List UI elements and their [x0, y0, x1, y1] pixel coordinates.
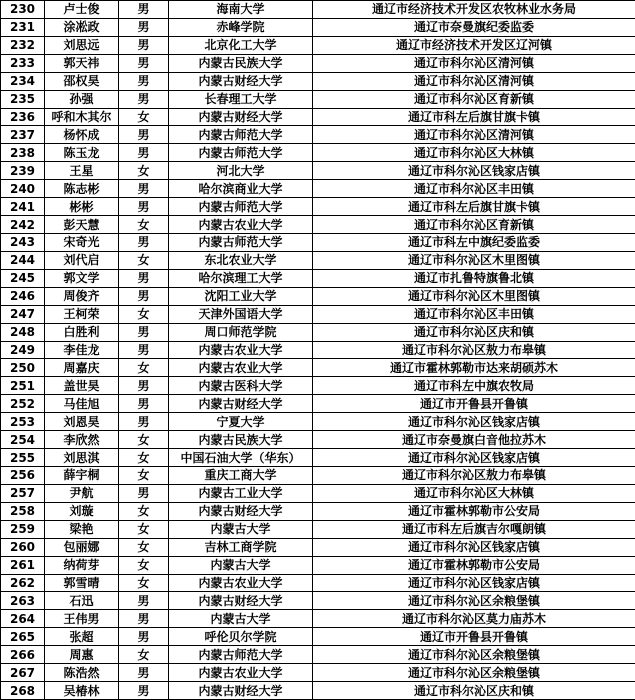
table-row — [1, 36, 635, 54]
table-row — [1, 520, 635, 538]
name-cell[interactable]: 张超 — [45, 628, 119, 646]
unit-cell[interactable]: 通辽市霍林郭勒市达来胡硕苏木 — [313, 359, 635, 377]
unit-cell[interactable]: 通辽市奈曼旗白音他拉苏木 — [313, 431, 635, 449]
university-cell[interactable]: 内蒙古大学 — [169, 610, 313, 628]
row-number-cell[interactable]: 239 — [1, 162, 45, 180]
gender-cell[interactable]: 男 — [119, 413, 169, 431]
row-number-cell[interactable]: 237 — [1, 126, 45, 144]
row-number-cell[interactable]: 230 — [1, 1, 45, 19]
row-number-cell[interactable]: 243 — [1, 233, 45, 251]
unit-cell[interactable]: 通辽市科尔沁区钱家店镇 — [313, 449, 635, 467]
unit-cell[interactable]: 通辽市开鲁县开鲁镇 — [313, 628, 635, 646]
row-number-cell[interactable]: 263 — [1, 592, 45, 610]
roster-table-body — [1, 1, 635, 700]
gender-cell[interactable]: 女 — [119, 359, 169, 377]
table-row — [1, 180, 635, 198]
row-number-cell[interactable]: 251 — [1, 377, 45, 395]
university-cell[interactable]: 内蒙古师范大学 — [169, 646, 313, 664]
table-row — [1, 574, 635, 592]
gender-cell[interactable]: 女 — [119, 305, 169, 323]
gender-cell[interactable]: 男 — [119, 180, 169, 198]
table-row — [1, 144, 635, 162]
gender-cell[interactable]: 男 — [119, 377, 169, 395]
row-number-cell[interactable]: 233 — [1, 54, 45, 72]
university-cell[interactable]: 东北农业大学 — [169, 251, 313, 269]
name-cell[interactable]: 陈浩然 — [45, 664, 119, 682]
gender-cell[interactable]: 女 — [119, 556, 169, 574]
name-cell[interactable]: 卢士俊 — [45, 1, 119, 19]
row-number-cell[interactable]: 248 — [1, 323, 45, 341]
name-cell[interactable]: 李欣然 — [45, 431, 119, 449]
table-row — [1, 341, 635, 359]
row-number-cell[interactable]: 249 — [1, 341, 45, 359]
gender-cell[interactable]: 女 — [119, 216, 169, 234]
table-row — [1, 198, 635, 216]
university-cell[interactable]: 内蒙古农业大学 — [169, 664, 313, 682]
unit-cell[interactable]: 通辽市科左中旗纪委监委 — [313, 233, 635, 251]
name-cell[interactable]: 纳荷芽 — [45, 556, 119, 574]
name-cell[interactable]: 孙强 — [45, 90, 119, 108]
university-cell[interactable]: 内蒙古财经大学 — [169, 592, 313, 610]
gender-cell[interactable]: 男 — [119, 395, 169, 413]
name-cell[interactable]: 薛宇桐 — [45, 466, 119, 484]
unit-cell[interactable]: 通辽市开鲁县开鲁镇 — [313, 395, 635, 413]
table-row — [1, 287, 635, 305]
gender-cell[interactable]: 女 — [119, 449, 169, 467]
name-cell[interactable]: 涂凇政 — [45, 18, 119, 36]
row-number-cell[interactable]: 268 — [1, 682, 45, 700]
gender-cell[interactable]: 男 — [119, 198, 169, 216]
row-number-cell[interactable]: 255 — [1, 449, 45, 467]
university-cell[interactable]: 内蒙古农业大学 — [169, 216, 313, 234]
university-cell[interactable]: 内蒙古农业大学 — [169, 574, 313, 592]
name-cell[interactable]: 马佳旭 — [45, 395, 119, 413]
table-row — [1, 610, 635, 628]
name-cell[interactable]: 白胜利 — [45, 323, 119, 341]
table-row — [1, 682, 635, 700]
unit-cell[interactable]: 通辽市扎鲁特旗鲁北镇 — [313, 269, 635, 287]
name-cell[interactable]: 周惠 — [45, 646, 119, 664]
row-number-cell[interactable]: 242 — [1, 216, 45, 234]
name-cell[interactable]: 李佳龙 — [45, 341, 119, 359]
unit-cell[interactable]: 通辽市科左中旗农牧局 — [313, 377, 635, 395]
gender-cell[interactable]: 男 — [119, 233, 169, 251]
gender-cell[interactable]: 男 — [119, 144, 169, 162]
university-cell[interactable]: 内蒙古师范大学 — [169, 233, 313, 251]
university-cell[interactable]: 内蒙古师范大学 — [169, 126, 313, 144]
university-cell[interactable]: 内蒙古大学 — [169, 556, 313, 574]
name-cell[interactable]: 盖世昊 — [45, 377, 119, 395]
gender-cell[interactable]: 男 — [119, 54, 169, 72]
university-cell[interactable]: 内蒙古大学 — [169, 520, 313, 538]
university-cell[interactable]: 重庆工商大学 — [169, 466, 313, 484]
row-number-cell[interactable]: 265 — [1, 628, 45, 646]
name-cell[interactable]: 刘思远 — [45, 36, 119, 54]
row-number-cell[interactable]: 264 — [1, 610, 45, 628]
university-cell[interactable]: 赤峰学院 — [169, 18, 313, 36]
row-number-cell[interactable]: 261 — [1, 556, 45, 574]
university-cell[interactable]: 北京化工大学 — [169, 36, 313, 54]
name-cell[interactable]: 彭天慧 — [45, 216, 119, 234]
gender-cell[interactable]: 男 — [119, 72, 169, 90]
name-cell[interactable]: 吴椿林 — [45, 682, 119, 700]
table-row — [1, 108, 635, 126]
name-cell[interactable]: 刘恩昊 — [45, 413, 119, 431]
unit-cell[interactable]: 通辽市科左后旗甘旗卡镇 — [313, 108, 635, 126]
name-cell[interactable]: 陈志彬 — [45, 180, 119, 198]
university-cell[interactable]: 哈尔滨商业大学 — [169, 180, 313, 198]
gender-cell[interactable]: 男 — [119, 592, 169, 610]
table-row — [1, 484, 635, 502]
gender-cell[interactable]: 男 — [119, 18, 169, 36]
table-row — [1, 395, 635, 413]
unit-cell[interactable]: 通辽市科尔沁区丰田镇 — [313, 180, 635, 198]
table-row — [1, 466, 635, 484]
row-number-cell[interactable]: 262 — [1, 574, 45, 592]
table-row — [1, 359, 635, 377]
unit-cell[interactable]: 通辽市科尔沁区清河镇 — [313, 126, 635, 144]
name-cell[interactable]: 包丽娜 — [45, 538, 119, 556]
gender-cell[interactable]: 男 — [119, 287, 169, 305]
gender-cell[interactable]: 男 — [119, 341, 169, 359]
row-number-cell[interactable]: 240 — [1, 180, 45, 198]
name-cell[interactable]: 邵权昊 — [45, 72, 119, 90]
gender-cell[interactable]: 男 — [119, 610, 169, 628]
university-cell[interactable]: 长春理工大学 — [169, 90, 313, 108]
university-cell[interactable]: 周口师范学院 — [169, 323, 313, 341]
row-number-cell[interactable]: 231 — [1, 18, 45, 36]
row-number-cell[interactable]: 234 — [1, 72, 45, 90]
name-cell[interactable]: 尹航 — [45, 484, 119, 502]
table-row — [1, 323, 635, 341]
row-number-cell[interactable]: 250 — [1, 359, 45, 377]
gender-cell[interactable]: 男 — [119, 628, 169, 646]
university-cell[interactable]: 内蒙古工业大学 — [169, 484, 313, 502]
table-row — [1, 646, 635, 664]
row-number-cell[interactable]: 238 — [1, 144, 45, 162]
unit-cell[interactable]: 通辽市科尔沁区余粮堡镇 — [313, 592, 635, 610]
row-number-cell[interactable]: 246 — [1, 287, 45, 305]
row-number-cell[interactable]: 235 — [1, 90, 45, 108]
row-number-cell[interactable]: 257 — [1, 484, 45, 502]
unit-cell[interactable]: 通辽市科尔沁区木里图镇 — [313, 251, 635, 269]
gender-cell[interactable]: 女 — [119, 520, 169, 538]
gender-cell[interactable]: 女 — [119, 502, 169, 520]
row-number-cell[interactable]: 247 — [1, 305, 45, 323]
table-row — [1, 538, 635, 556]
table-row — [1, 431, 635, 449]
unit-cell[interactable]: 通辽市科尔沁区敖力布皋镇 — [313, 341, 635, 359]
table-row — [1, 592, 635, 610]
university-cell[interactable]: 内蒙古民族大学 — [169, 54, 313, 72]
table-row — [1, 233, 635, 251]
gender-cell[interactable]: 女 — [119, 646, 169, 664]
table-row — [1, 502, 635, 520]
unit-cell[interactable]: 通辽市经济技术开发区农牧林业水务局 — [313, 1, 635, 19]
unit-cell[interactable]: 通辽市经济技术开发区辽河镇 — [313, 36, 635, 54]
name-cell[interactable]: 呼和木其尔 — [45, 108, 119, 126]
name-cell[interactable]: 陈玉龙 — [45, 144, 119, 162]
unit-cell[interactable]: 通辽市霍林郭勒市公安局 — [313, 502, 635, 520]
university-cell[interactable]: 内蒙古财经大学 — [169, 502, 313, 520]
unit-cell[interactable]: 通辽市科尔沁区丰田镇 — [313, 305, 635, 323]
name-cell[interactable]: 刘代启 — [45, 251, 119, 269]
university-cell[interactable]: 内蒙古师范大学 — [169, 198, 313, 216]
unit-cell[interactable]: 通辽市科尔沁区庆和镇 — [313, 323, 635, 341]
name-cell[interactable]: 郭文学 — [45, 269, 119, 287]
unit-cell[interactable]: 通辽市科左后旗吉尔嘎朗镇 — [313, 520, 635, 538]
gender-cell[interactable]: 男 — [119, 323, 169, 341]
gender-cell[interactable]: 男 — [119, 1, 169, 19]
name-cell[interactable]: 石迅 — [45, 592, 119, 610]
name-cell[interactable]: 周嘉庆 — [45, 359, 119, 377]
university-cell[interactable]: 内蒙古医科大学 — [169, 377, 313, 395]
unit-cell[interactable]: 通辽市科尔沁区清河镇 — [313, 54, 635, 72]
row-number-cell[interactable]: 259 — [1, 520, 45, 538]
unit-cell[interactable]: 通辽市科尔沁区余粮堡镇 — [313, 664, 635, 682]
gender-cell[interactable]: 女 — [119, 574, 169, 592]
unit-cell[interactable]: 通辽市科尔沁区育新镇 — [313, 216, 635, 234]
row-number-cell[interactable]: 260 — [1, 538, 45, 556]
table-row — [1, 162, 635, 180]
unit-cell[interactable]: 通辽市科尔沁区钱家店镇 — [313, 162, 635, 180]
unit-cell[interactable]: 通辽市科尔沁区余粮堡镇 — [313, 646, 635, 664]
university-cell[interactable]: 吉林工商学院 — [169, 538, 313, 556]
unit-cell[interactable]: 通辽市科左后旗甘旗卡镇 — [313, 198, 635, 216]
row-number-cell[interactable]: 241 — [1, 198, 45, 216]
university-cell[interactable]: 哈尔滨理工大学 — [169, 269, 313, 287]
name-cell[interactable]: 刘思淇 — [45, 449, 119, 467]
row-number-cell[interactable]: 236 — [1, 108, 45, 126]
table-row — [1, 72, 635, 90]
university-cell[interactable]: 内蒙古农业大学 — [169, 341, 313, 359]
unit-cell[interactable]: 通辽市科尔沁区木里图镇 — [313, 287, 635, 305]
unit-cell[interactable]: 通辽市科尔沁区庆和镇 — [313, 682, 635, 700]
row-number-cell[interactable]: 252 — [1, 395, 45, 413]
name-cell[interactable]: 宋奇光 — [45, 233, 119, 251]
table-row — [1, 269, 635, 287]
table-row — [1, 54, 635, 72]
row-number-cell[interactable]: 244 — [1, 251, 45, 269]
name-cell[interactable]: 王柯荣 — [45, 305, 119, 323]
unit-cell[interactable]: 通辽市科尔沁区钱家店镇 — [313, 413, 635, 431]
university-cell[interactable]: 内蒙古师范大学 — [169, 144, 313, 162]
table-row — [1, 413, 635, 431]
unit-cell[interactable]: 通辽市科尔沁区大林镇 — [313, 144, 635, 162]
gender-cell[interactable]: 女 — [119, 431, 169, 449]
unit-cell[interactable]: 通辽市科尔沁区钱家店镇 — [313, 538, 635, 556]
table-row — [1, 377, 635, 395]
row-number-cell[interactable]: 254 — [1, 431, 45, 449]
name-cell[interactable]: 郭天祎 — [45, 54, 119, 72]
gender-cell[interactable]: 女 — [119, 108, 169, 126]
university-cell[interactable]: 内蒙古财经大学 — [169, 72, 313, 90]
table-row — [1, 18, 635, 36]
university-cell[interactable]: 内蒙古农业大学 — [169, 359, 313, 377]
row-number-cell[interactable]: 232 — [1, 36, 45, 54]
table-row — [1, 216, 635, 234]
table-row — [1, 664, 635, 682]
unit-cell[interactable]: 通辽市奈曼旗纪委监委 — [313, 18, 635, 36]
unit-cell[interactable]: 通辽市科尔沁区大林镇 — [313, 484, 635, 502]
unit-cell[interactable]: 通辽市科尔沁区钱家店镇 — [313, 574, 635, 592]
university-cell[interactable]: 内蒙古财经大学 — [169, 108, 313, 126]
gender-cell[interactable]: 男 — [119, 90, 169, 108]
name-cell[interactable]: 郭雪晴 — [45, 574, 119, 592]
table-row — [1, 628, 635, 646]
university-cell[interactable]: 内蒙古财经大学 — [169, 395, 313, 413]
gender-cell[interactable]: 男 — [119, 484, 169, 502]
university-cell[interactable]: 海南大学 — [169, 1, 313, 19]
unit-cell[interactable]: 通辽市科尔沁区清河镇 — [313, 72, 635, 90]
university-cell[interactable]: 中国石油大学（华东） — [169, 449, 313, 467]
table-row — [1, 556, 635, 574]
name-cell[interactable]: 周俊齐 — [45, 287, 119, 305]
gender-cell[interactable]: 男 — [119, 269, 169, 287]
unit-cell[interactable]: 通辽市霍林郭勒市公安局 — [313, 556, 635, 574]
row-number-cell[interactable]: 256 — [1, 466, 45, 484]
table-row — [1, 449, 635, 467]
university-cell[interactable]: 天津外国语大学 — [169, 305, 313, 323]
table-row — [1, 126, 635, 144]
table-row — [1, 305, 635, 323]
university-cell[interactable]: 呼伦贝尔学院 — [169, 628, 313, 646]
gender-cell[interactable]: 男 — [119, 36, 169, 54]
name-cell[interactable]: 杨怀成 — [45, 126, 119, 144]
university-cell[interactable]: 内蒙古民族大学 — [169, 431, 313, 449]
row-number-cell[interactable]: 266 — [1, 646, 45, 664]
name-cell[interactable]: 刘璇 — [45, 502, 119, 520]
table-row — [1, 1, 635, 19]
university-cell[interactable]: 沈阳工业大学 — [169, 287, 313, 305]
unit-cell[interactable]: 通辽市科尔沁区莫力庙苏木 — [313, 610, 635, 628]
university-cell[interactable]: 宁夏大学 — [169, 413, 313, 431]
gender-cell[interactable]: 女 — [119, 538, 169, 556]
gender-cell[interactable]: 男 — [119, 682, 169, 700]
table-row — [1, 90, 635, 108]
row-number-cell[interactable]: 267 — [1, 664, 45, 682]
row-number-cell[interactable]: 253 — [1, 413, 45, 431]
gender-cell[interactable]: 女 — [119, 251, 169, 269]
row-number-cell[interactable]: 258 — [1, 502, 45, 520]
name-cell[interactable]: 梁艳 — [45, 520, 119, 538]
university-cell[interactable]: 内蒙古财经大学 — [169, 682, 313, 700]
table-row — [1, 251, 635, 269]
gender-cell[interactable]: 女 — [119, 466, 169, 484]
name-cell[interactable]: 彬彬 — [45, 198, 119, 216]
row-number-cell[interactable]: 245 — [1, 269, 45, 287]
name-cell[interactable]: 王星 — [45, 162, 119, 180]
gender-cell[interactable]: 男 — [119, 126, 169, 144]
unit-cell[interactable]: 通辽市科尔沁区育新镇 — [313, 90, 635, 108]
gender-cell[interactable]: 男 — [119, 664, 169, 682]
university-cell[interactable]: 河北大学 — [169, 162, 313, 180]
name-cell[interactable]: 王伟男 — [45, 610, 119, 628]
unit-cell[interactable]: 通辽市科尔沁区敖力布皋镇 — [313, 466, 635, 484]
gender-cell[interactable]: 女 — [119, 162, 169, 180]
